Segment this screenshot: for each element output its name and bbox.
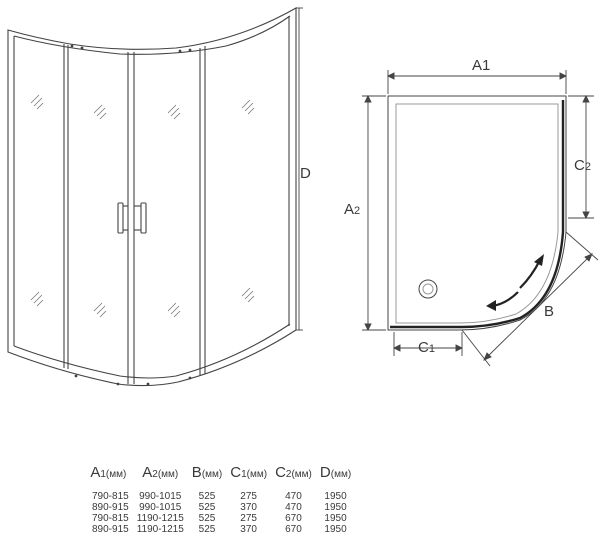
- top-rail-inner: [14, 16, 290, 54]
- slide-arrow-up-head: [534, 254, 544, 266]
- table-cell: 790-815: [92, 491, 129, 502]
- glass-track: [390, 100, 563, 327]
- c2-dimension-label: C2: [574, 157, 591, 174]
- table-cell: 470: [285, 502, 302, 513]
- shower-tray-plan-view: [388, 96, 566, 330]
- table-cell: 1190-1215: [136, 524, 184, 535]
- drain-icon: [419, 280, 437, 298]
- a1-dimension-label: A1: [472, 57, 491, 74]
- column-header-b: B(мм): [191, 464, 223, 481]
- door-handle-right: [141, 203, 146, 233]
- table-cell: 1950: [324, 513, 347, 524]
- door-rollers: [71, 45, 192, 386]
- slide-arrow-up-icon: [520, 260, 540, 288]
- a2-dimension: [362, 96, 386, 330]
- table-cell: 525: [198, 524, 216, 535]
- column-header-a2: A2(мм): [142, 464, 179, 481]
- b-dimension: [462, 232, 598, 366]
- table-cell: 990-1015: [139, 502, 182, 513]
- shower-enclosure-front-view: [8, 8, 296, 386]
- enclosure-outline: [8, 8, 296, 386]
- table-cell: 1950: [324, 502, 347, 513]
- table-row: [84, 524, 355, 535]
- dimensions-table: [84, 464, 355, 535]
- table-cell: 525: [198, 513, 216, 524]
- door-handle-left: [118, 203, 123, 233]
- column-header-a1: A1(мм): [90, 464, 127, 481]
- table-row: [84, 513, 355, 524]
- table-cell: 890-915: [92, 524, 129, 535]
- table-cell: 470: [285, 491, 302, 502]
- a2-dimension-label: A2: [344, 201, 361, 218]
- table-row: [84, 502, 355, 513]
- slide-arrow-down-head: [486, 300, 496, 311]
- table-cell: 525: [198, 491, 216, 502]
- table-body: [84, 491, 355, 535]
- b-dimension-label: B: [544, 303, 555, 320]
- height-dimension-label: D: [300, 165, 311, 182]
- tray-outline: [388, 96, 566, 330]
- table-cell: 370: [240, 502, 257, 513]
- table-cell: 1950: [324, 491, 347, 502]
- tray-inner: [396, 104, 558, 323]
- table-cell: 990-1015: [139, 491, 182, 502]
- table-row: [84, 491, 355, 502]
- table-cell: 370: [240, 524, 257, 535]
- column-header-d: D(мм): [319, 464, 352, 481]
- column-header-c1: C1(мм): [230, 464, 268, 481]
- table-cell: 790-815: [92, 513, 129, 524]
- table-cell: 1950: [324, 524, 347, 535]
- table-cell: 275: [240, 513, 257, 524]
- table-cell: 275: [240, 491, 257, 502]
- drain-inner: [423, 284, 433, 294]
- c1-dimension-label: C1: [418, 339, 435, 356]
- table-cell: 670: [285, 513, 302, 524]
- column-header-c2: C2(мм): [275, 464, 312, 481]
- table-cell: 890-915: [92, 502, 129, 513]
- table-cell: 525: [198, 502, 216, 513]
- table-cell: 670: [285, 524, 302, 535]
- bottom-rail-inner: [14, 324, 290, 378]
- table-header-row: [84, 464, 355, 491]
- table-cell: 1190-1215: [136, 513, 184, 524]
